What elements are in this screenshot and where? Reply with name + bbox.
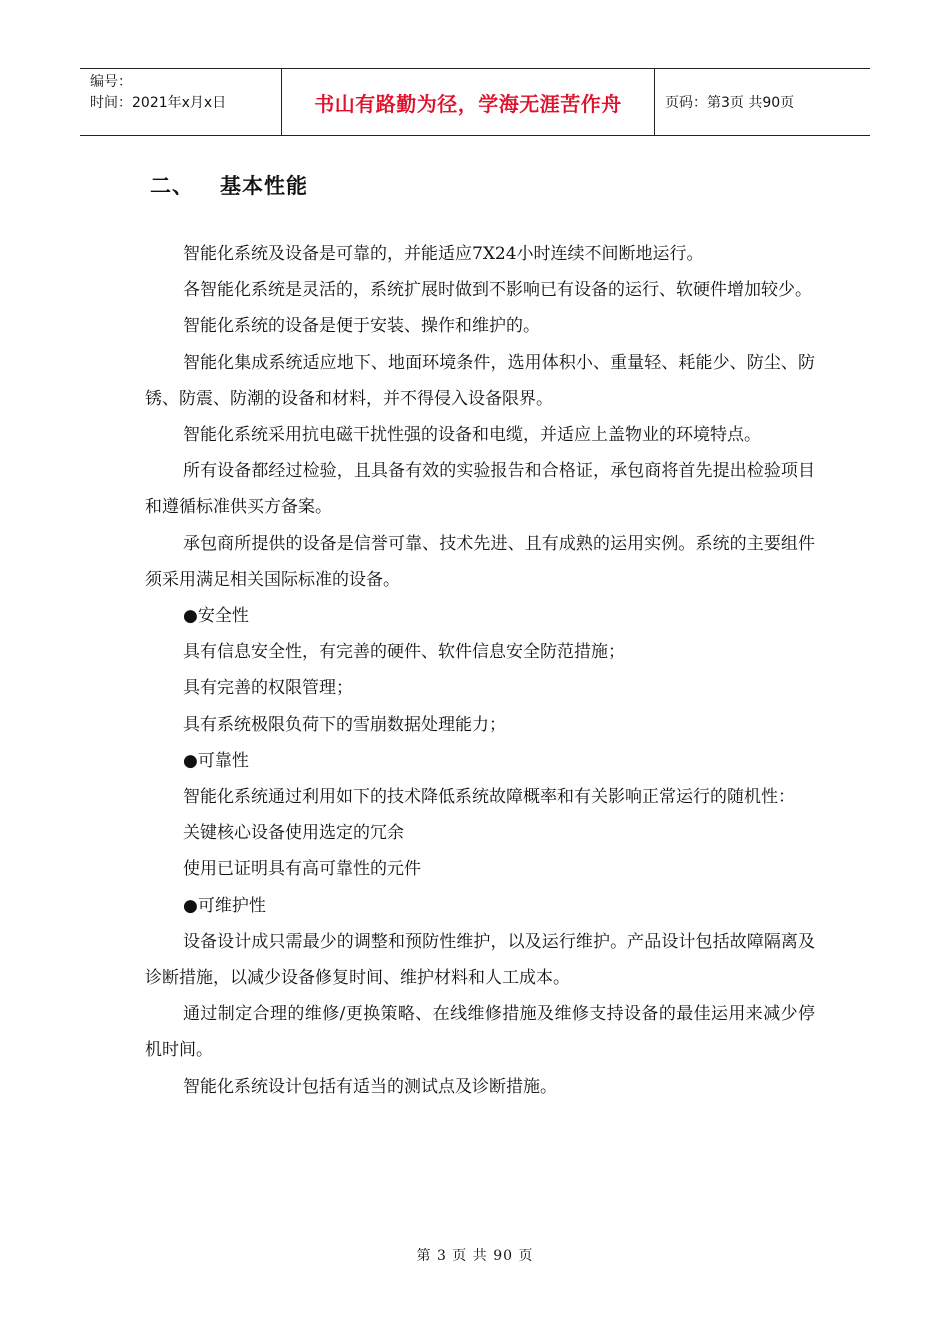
paragraph: 智能化系统的设备是便于安装、操作和维护的。 [183, 316, 540, 337]
section-number: 二、 [150, 174, 194, 198]
section-heading [150, 170, 308, 200]
header-motto: 书山有路勤为径，学海无涯苦作舟 [282, 69, 655, 135]
paragraph: 所有设备都经过检验，且具备有效的实验报告和合格证，承包商将首先提出检验项目和遵循标准供买方备案。 [145, 461, 815, 518]
paragraph: 承包商所提供的设备是信誉可靠、技术先进、且有成熟的运用实例。系统的主要组件须采用满足相关国际标准的设备。 [145, 533, 815, 590]
document-time-label: 时间：2021年x月x日 [90, 95, 227, 111]
header-meta [80, 69, 282, 135]
section-title: 基本性能 [220, 174, 308, 198]
page-footer: 第 3 页 共 90 页 [416, 1248, 534, 1264]
paragraph: 设备设计成只需最少的调整和预防性维护，以及运行维护。产品设计包括故障隔离及诊断措施，以减少设备修复时间、维护材料和人工成本。 [145, 931, 815, 989]
list-item: 具有信息安全性，有完善的硬件、软件信息安全防范措施； [183, 642, 625, 663]
paragraph: 智能化集成系统适应地下、地面环境条件，选用体积小、重量轻、耗能少、防尘、防锈、防震、防潮的设备和材料，并不得侵入设备限界。 [145, 352, 815, 409]
list-item: 关键核心设备使用选定的冗余 [183, 823, 404, 844]
paragraph: 智能化系统及设备是可靠的，并能适应7X24小时连续不间断地运行。 [183, 244, 704, 264]
paragraph: 智能化系统设计包括有适当的测试点及诊断措施。 [183, 1076, 557, 1097]
list-item: 使用已证明具有高可靠性的元件 [183, 859, 421, 880]
paragraph: 通过制定合理的维修/更换策略、在线维修措施及维修支持设备的最佳运用来减少停机时间。 [145, 1004, 815, 1061]
page-header [80, 68, 870, 136]
paragraph: 智能化系统通过利用如下的技术降低系统故障概率和有关影响正常运行的随机性： [183, 787, 795, 808]
paragraph: 各智能化系统是灵活的，系统扩展时做到不影响已有设备的运行、软硬件增加较少。 [183, 280, 812, 301]
bullet-heading-maintainability: ●可维护性 [183, 895, 266, 916]
list-item: 具有系统极限负荷下的雪崩数据处理能力； [183, 714, 506, 735]
body-content [145, 236, 815, 1105]
paragraph: 智能化系统采用抗电磁干扰性强的设备和电缆，并适应上盖物业的环境特点。 [183, 425, 761, 446]
list-item: 具有完善的权限管理； [183, 678, 353, 699]
document-number-label: 编号： [90, 74, 132, 90]
header-page-info: 页码：第3页 共90页 [665, 95, 795, 111]
bullet-heading-security: ●安全性 [183, 606, 249, 627]
bullet-heading-reliability: ●可靠性 [183, 750, 249, 771]
